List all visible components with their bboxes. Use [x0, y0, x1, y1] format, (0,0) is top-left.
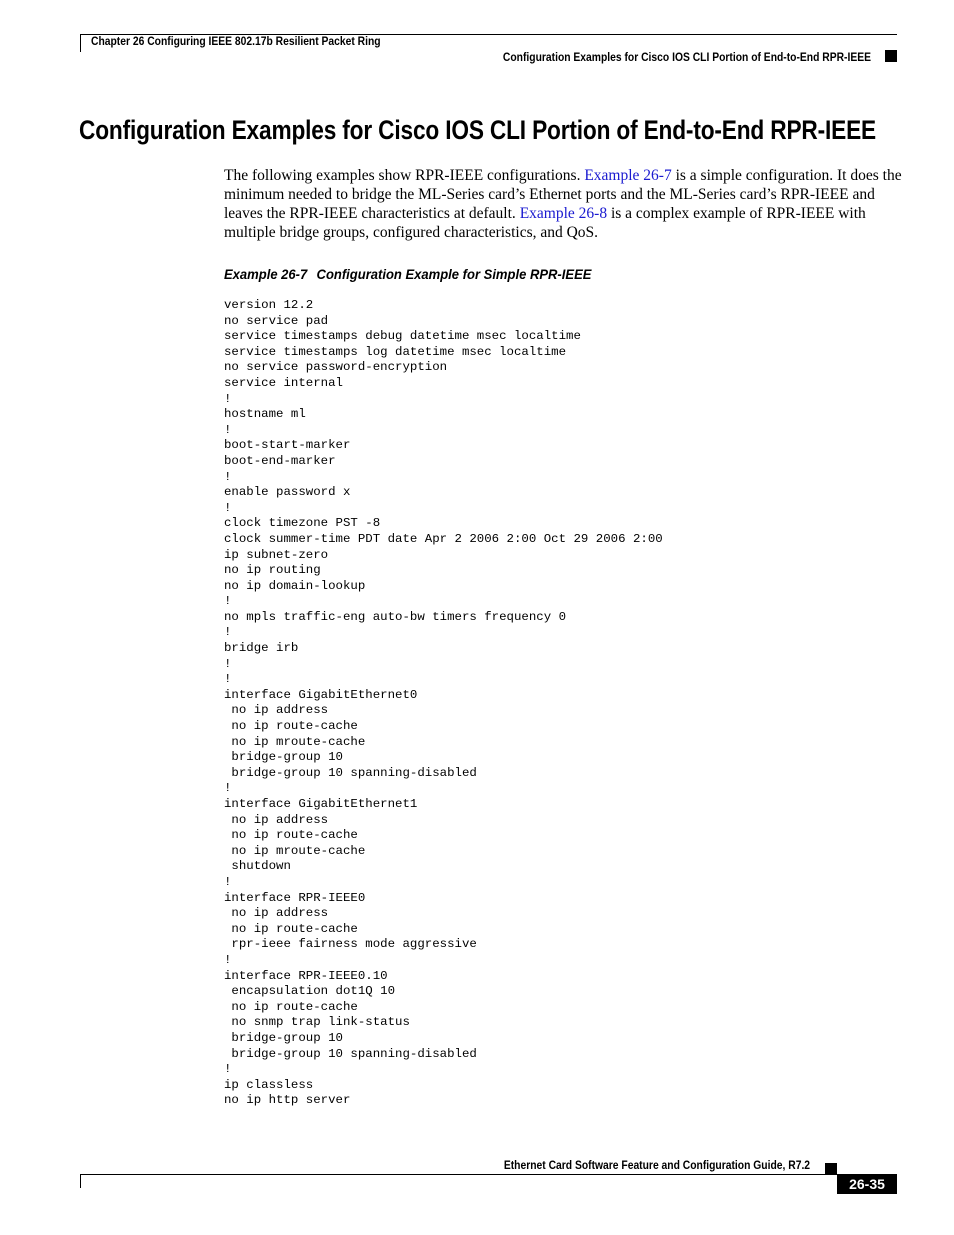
code-line: !: [224, 656, 232, 671]
code-line: enable password x: [224, 485, 351, 500]
code-line: no ip address: [224, 906, 329, 921]
code-line: interface RPR-IEEE0: [224, 890, 366, 905]
code-line: bridge-group 10 spanning-disabled: [224, 765, 477, 780]
example-26-7-link[interactable]: Example 26-7: [584, 167, 672, 184]
code-line: boot-start-marker: [224, 438, 351, 453]
code-line: ip subnet-zero: [224, 547, 329, 562]
example-26-8-link[interactable]: Example 26-8: [519, 205, 608, 222]
example-caption: [224, 266, 591, 282]
code-line: no ip route-cache: [224, 921, 358, 936]
code-line: no service pad: [224, 313, 329, 328]
code-line: bridge-group 10: [224, 1030, 343, 1045]
code-line: no ip route-cache: [224, 719, 358, 734]
code-line: clock summer-time PDT date Apr 2 2006 2:00 Oct 29 2006 2:00: [224, 531, 663, 546]
code-line: no ip route-cache: [224, 999, 358, 1014]
code-line: !: [224, 469, 232, 484]
code-line: bridge-group 10 spanning-disabled: [224, 1046, 477, 1061]
code-line: shutdown: [224, 859, 291, 874]
code-line: rpr-ieee fairness mode aggressive: [224, 937, 477, 952]
code-line: no mpls traffic-eng auto-bw timers frequency 0: [224, 609, 567, 624]
code-line: !: [224, 625, 232, 640]
code-line: !: [224, 1062, 232, 1077]
running-header-section: Configuration Examples for Cisco IOS CLI Portion of End-to-End RPR-IEEE: [502, 50, 871, 64]
code-line: interface GigabitEthernet1: [224, 797, 418, 811]
code-line: no ip route-cache: [224, 828, 358, 843]
code-line: !: [224, 874, 232, 889]
code-line: no ip mroute-cache: [224, 843, 366, 858]
page-number: 26-35: [837, 1175, 897, 1194]
intro-text-3: is a complex example of RPR-IEEE with multiple bridge groups, configured characteristics, and QoS.: [224, 205, 866, 241]
footer-left-tick: [80, 1174, 81, 1188]
intro-text-2: is a simple configuration. It does the minimum needed to bridge the ML-Series card’s Ethernet ports and the ML-Series card’s RPR-IEEE and leaves the RPR-IEEE characteristics at default.: [224, 167, 902, 222]
example-label: Example 26-7: [224, 266, 308, 282]
footer-rule: [80, 1174, 897, 1175]
code-line: boot-end-marker: [224, 453, 336, 468]
header-marker-block: [885, 50, 897, 62]
code-line: bridge irb: [224, 641, 299, 656]
example-title: Configuration Example for Simple RPR-IEEE: [316, 266, 592, 282]
code-line: !: [224, 391, 232, 406]
code-line: no ip http server: [224, 1093, 351, 1108]
code-line: encapsulation dot1Q 10: [224, 984, 396, 999]
code-line: version 12.2: [224, 298, 314, 312]
footer-marker-block: [825, 1163, 837, 1174]
code-line: service internal: [224, 375, 343, 390]
intro-text-1: The following examples show RPR-IEEE configurations.: [224, 167, 585, 184]
code-line: no ip address: [224, 703, 329, 718]
code-line: no ip mroute-cache: [224, 734, 366, 749]
code-line: interface RPR-IEEE0.10: [224, 968, 388, 983]
header-left-tick: [80, 34, 81, 52]
page-title: Configuration Examples for Cisco IOS CLI Portion of End-to-End RPR-IEEE: [79, 115, 877, 145]
code-line: no ip address: [224, 812, 329, 827]
code-line: bridge-group 10: [224, 750, 343, 765]
code-line: no ip routing: [224, 563, 321, 578]
code-line: !: [224, 500, 232, 515]
code-line: !: [224, 672, 232, 687]
code-line: no ip domain-lookup: [224, 578, 366, 593]
code-line: ip classless: [224, 1077, 314, 1092]
intro-paragraph: [224, 166, 904, 242]
code-line: interface GigabitEthernet0: [224, 687, 418, 702]
code-line: clock timezone PST -8: [224, 516, 381, 531]
code-line: no snmp trap link-status: [224, 1015, 410, 1030]
code-line: !: [224, 952, 232, 967]
code-line: !: [224, 594, 232, 609]
code-line: service timestamps debug datetime msec localtime: [224, 329, 581, 344]
footer-title: Ethernet Card Software Feature and Configuration Guide, R7.2: [503, 1158, 810, 1172]
code-line: service timestamps log datetime msec localtime: [224, 344, 567, 359]
code-line: hostname ml: [224, 407, 306, 422]
code-line: no service password-encryption: [224, 360, 448, 375]
code-line: !: [224, 422, 232, 437]
running-header-chapter: Chapter 26 Configuring IEEE 802.17b Resilient Packet Ring: [91, 34, 381, 48]
code-line: !: [224, 781, 232, 796]
code-block: [224, 298, 663, 1109]
